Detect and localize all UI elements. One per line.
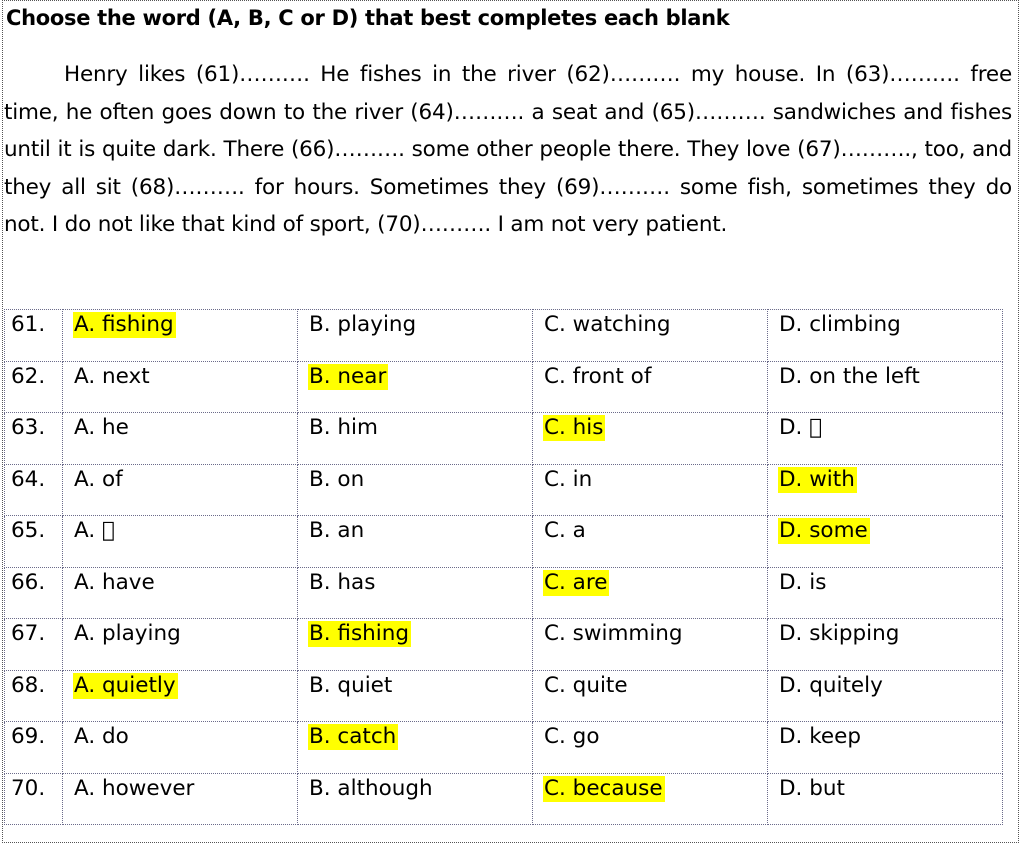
- exercise-heading: Choose the word (A, B, C or D) that best completes each blank: [6, 6, 730, 30]
- highlighted-answer-option: B. fishing: [309, 621, 410, 646]
- answer-option: A. next: [74, 363, 150, 389]
- question-row: [5, 413, 1003, 465]
- option-cell: [298, 670, 533, 722]
- option-cell: [298, 464, 533, 516]
- answer-option: A. he: [74, 415, 129, 440]
- highlighted-answer-option: A. fishing: [74, 312, 174, 337]
- question-number: 66.: [5, 567, 63, 619]
- highlighted-answer-option: B. catch: [309, 724, 397, 749]
- option-cell: [298, 310, 533, 362]
- option-cell: [298, 413, 533, 465]
- option-cell: [533, 773, 768, 825]
- answer-option: B. an: [309, 518, 365, 543]
- highlighted-answer-option: C. are: [544, 569, 608, 595]
- answer-option: D. but: [779, 775, 845, 801]
- question-row: [5, 773, 1003, 825]
- answer-option: C. quite: [544, 672, 628, 698]
- answer-option: A. ⃠: [74, 518, 115, 543]
- answer-option: B. although: [309, 775, 433, 801]
- answer-option: C. in: [544, 466, 593, 492]
- option-cell: [63, 310, 298, 362]
- question-number: 68.: [5, 670, 63, 722]
- option-cell: [63, 413, 298, 465]
- highlighted-answer-option: B. near: [309, 363, 387, 389]
- question-row: [5, 670, 1003, 722]
- answer-option: C. a: [544, 518, 586, 543]
- answer-option: A. do: [74, 724, 129, 749]
- option-cell: [533, 516, 768, 568]
- answer-option: D. ⃠: [779, 415, 823, 440]
- option-cell: [768, 773, 1003, 825]
- option-cell: [298, 361, 533, 413]
- highlighted-answer-option: D. some: [779, 518, 868, 543]
- option-cell: [533, 310, 768, 362]
- answer-option: A. playing: [74, 621, 181, 646]
- answer-option: D. is: [779, 569, 827, 595]
- question-number: 65.: [5, 516, 63, 568]
- option-cell: [63, 619, 298, 671]
- option-cell: [768, 619, 1003, 671]
- answer-option: A. of: [74, 466, 123, 492]
- answer-option: C. go: [544, 724, 600, 749]
- option-cell: [768, 722, 1003, 774]
- highlighted-answer-option: C. his: [544, 415, 604, 440]
- answer-option: B. him: [309, 415, 378, 440]
- option-cell: [63, 722, 298, 774]
- question-number: 64.: [5, 464, 63, 516]
- option-cell: [768, 516, 1003, 568]
- answer-table: [4, 309, 1003, 825]
- answer-option: D. skipping: [779, 621, 900, 646]
- answer-option: B. on: [309, 466, 365, 492]
- question-row: [5, 567, 1003, 619]
- option-cell: [63, 516, 298, 568]
- question-number: 61.: [5, 310, 63, 362]
- question-row: [5, 619, 1003, 671]
- option-cell: [533, 722, 768, 774]
- answer-option: D. on the left: [779, 363, 920, 389]
- option-cell: [533, 413, 768, 465]
- option-cell: [63, 773, 298, 825]
- option-cell: [533, 464, 768, 516]
- answer-option: D. quitely: [779, 672, 883, 698]
- answer-option: D. keep: [779, 724, 862, 749]
- question-row: [5, 516, 1003, 568]
- answer-table-body: [5, 310, 1003, 825]
- option-cell: [768, 413, 1003, 465]
- question-number: 70.: [5, 773, 63, 825]
- option-cell: [298, 516, 533, 568]
- answer-option: C. swimming: [544, 621, 683, 646]
- highlighted-answer-option: D. with: [779, 466, 855, 492]
- answer-option: C. front of: [544, 363, 652, 389]
- option-cell: [298, 567, 533, 619]
- answer-option: D. climbing: [779, 312, 901, 337]
- option-cell: [768, 310, 1003, 362]
- option-cell: [63, 670, 298, 722]
- option-cell: [63, 361, 298, 413]
- option-cell: [533, 567, 768, 619]
- question-number: 63.: [5, 413, 63, 465]
- option-cell: [533, 670, 768, 722]
- option-cell: [63, 567, 298, 619]
- option-cell: [298, 722, 533, 774]
- answer-option: A. however: [74, 775, 195, 801]
- highlighted-answer-option: A. quietly: [74, 672, 176, 698]
- answer-option: B. playing: [309, 312, 417, 337]
- answer-option: A. have: [74, 569, 155, 595]
- question-row: [5, 464, 1003, 516]
- option-cell: [768, 670, 1003, 722]
- answer-option: B. quiet: [309, 672, 393, 698]
- option-cell: [298, 619, 533, 671]
- option-cell: [768, 361, 1003, 413]
- highlighted-answer-option: C. because: [544, 775, 663, 801]
- answer-option: B. has: [309, 569, 376, 595]
- option-cell: [768, 567, 1003, 619]
- question-row: [5, 310, 1003, 362]
- option-cell: [298, 773, 533, 825]
- answer-option: C. watching: [544, 312, 671, 337]
- question-row: [5, 361, 1003, 413]
- option-cell: [533, 619, 768, 671]
- option-cell: [768, 464, 1003, 516]
- option-cell: [533, 361, 768, 413]
- question-number: 69.: [5, 722, 63, 774]
- reading-passage: Henry likes (61)………. He fishes in the river (62)………. my house. In (63)………. free time, he often goes down to the river (64)………. a seat and (65)………. sandwiches and fishes until it is quite dark. There (66)………. some other people there. They love (67)………., too, and they all sit (68)………. for hours. Sometimes they (69)………. some fish, sometimes they do not. I do not like that kind of sport, (70)………. I am not very patient.: [4, 62, 1012, 237]
- question-row: [5, 722, 1003, 774]
- question-number: 67.: [5, 619, 63, 671]
- question-number: 62.: [5, 361, 63, 413]
- option-cell: [63, 464, 298, 516]
